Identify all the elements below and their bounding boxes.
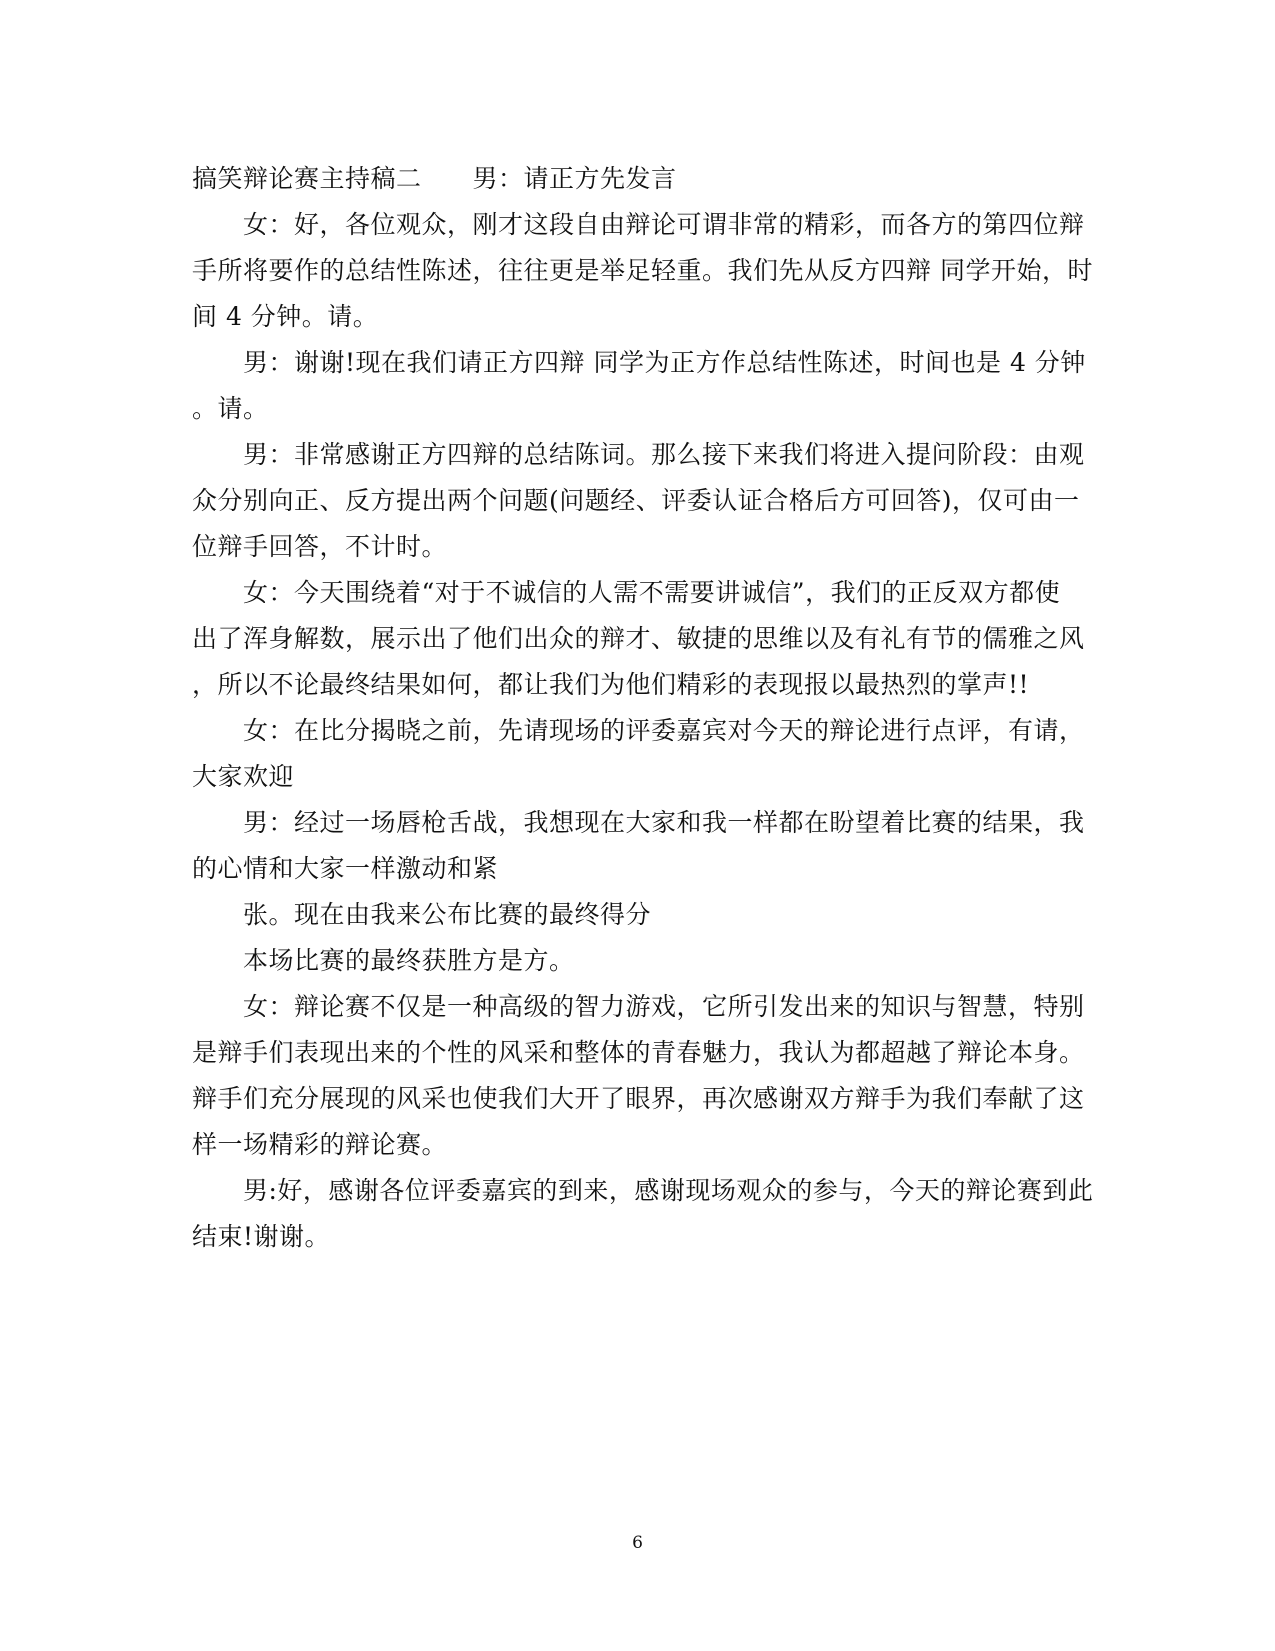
- page-number: 6: [632, 1533, 643, 1553]
- text-line: 出了浑身解数，展示出了他们出众的辩才、敏捷的思维以及有礼有节的儒雅之风: [192, 624, 1085, 653]
- text-line: 样一场精彩的辩论赛。: [192, 1130, 448, 1159]
- text-line: 是辩手们表现出来的个性的风采和整体的青春魅力，我认为都超越了辩论本身。: [192, 1038, 1085, 1067]
- text-line: 女：好，各位观众，刚才这段自由辩论可谓非常的精彩，而各方的第四位辩: [192, 210, 1085, 239]
- text-line: 本场比赛的最终获胜方是方。: [192, 946, 575, 975]
- text-line: 张。现在由我来公布比赛的最终得分: [192, 900, 652, 929]
- text-line: ，所以不论最终结果如何，都让我们为他们精彩的表现报以最热烈的掌声!!: [192, 670, 1030, 699]
- text-line: 男：谢谢!现在我们请正方四辩 同学为正方作总结性陈述，时间也是 4 分钟: [192, 348, 1086, 377]
- text-line: 男：非常感谢正方四辩的总结陈词。那么接下来我们将进入提问阶段：由观: [192, 440, 1085, 469]
- text-line: 结束!谢谢。: [192, 1222, 331, 1251]
- text-line: 位辩手回答，不计时。: [192, 532, 448, 561]
- text-line: 男:好，感谢各位评委嘉宾的到来，感谢现场观众的参与，今天的辩论赛到此: [192, 1176, 1094, 1205]
- text-line: 辩手们充分展现的风采也使我们大开了眼界，再次感谢双方辩手为我们奉献了这: [192, 1084, 1085, 1113]
- text-line: 众分别向正、反方提出两个问题(问题经、评委认证合格后方可回答)，仅可由一: [192, 486, 1080, 515]
- text-line: 手所将要作的总结性陈述，往往更是举足轻重。我们先从反方四辩 同学开始，时: [192, 256, 1093, 285]
- text-line: 男：经过一场唇枪舌战，我想现在大家和我一样都在盼望着比赛的结果，我: [192, 808, 1085, 837]
- text-line: 女：辩论赛不仅是一种高级的智力游戏，它所引发出来的知识与智慧，特别: [192, 992, 1085, 1021]
- text-line: 间 4 分钟。请。: [192, 302, 379, 331]
- text-line: 。请。: [192, 394, 269, 423]
- text-line: 女：在比分揭晓之前，先请现场的评委嘉宾对今天的辩论进行点评，有请，: [192, 716, 1085, 745]
- text-line: 的心情和大家一样激动和紧: [192, 854, 499, 883]
- text-line: 大家欢迎: [192, 762, 295, 791]
- text-line: 搞笑辩论赛主持稿二 男：请正方先发言: [192, 164, 677, 193]
- text-line: 女：今天围绕着“对于不诚信的人需不需要讲诚信”，我们的正反双方都使: [192, 578, 1061, 607]
